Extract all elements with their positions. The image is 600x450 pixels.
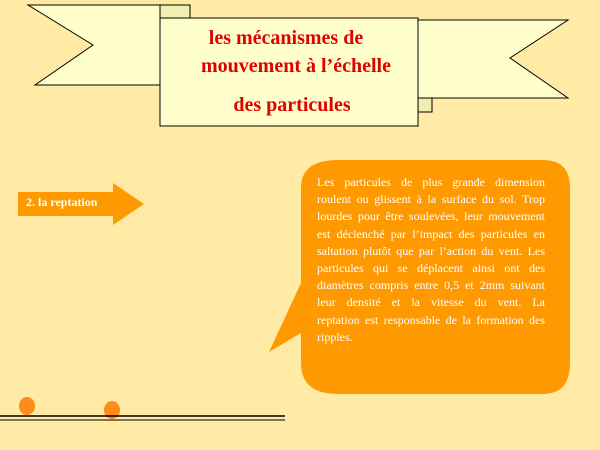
grain-1 <box>19 397 35 415</box>
banner-right-fold <box>418 98 432 112</box>
description-text: Les particules de plus grande dimension roulent ou glissent à la surface du sol. Trop lourdes pour être soulevées, leur mouvement est déclenché par l’impact des particules en saltation plutôt que par l’action du vent. Les particules qui se déplacent ainsi ont des diamètres compris entre 0,5 et 2mm suivant leur densité et la vitesse du vent. La reptation est responsable de la formation des ripples. <box>317 175 545 344</box>
page-title-line-1: les mécanismes de <box>208 27 364 49</box>
page-title-line-2: mouvement à l’échelle <box>201 55 391 77</box>
section-label: 2. la reptation <box>26 195 98 209</box>
page-title-line-3: des particules <box>233 94 351 116</box>
banner-right-ribbon <box>405 20 568 98</box>
ground-illustration <box>0 395 600 435</box>
